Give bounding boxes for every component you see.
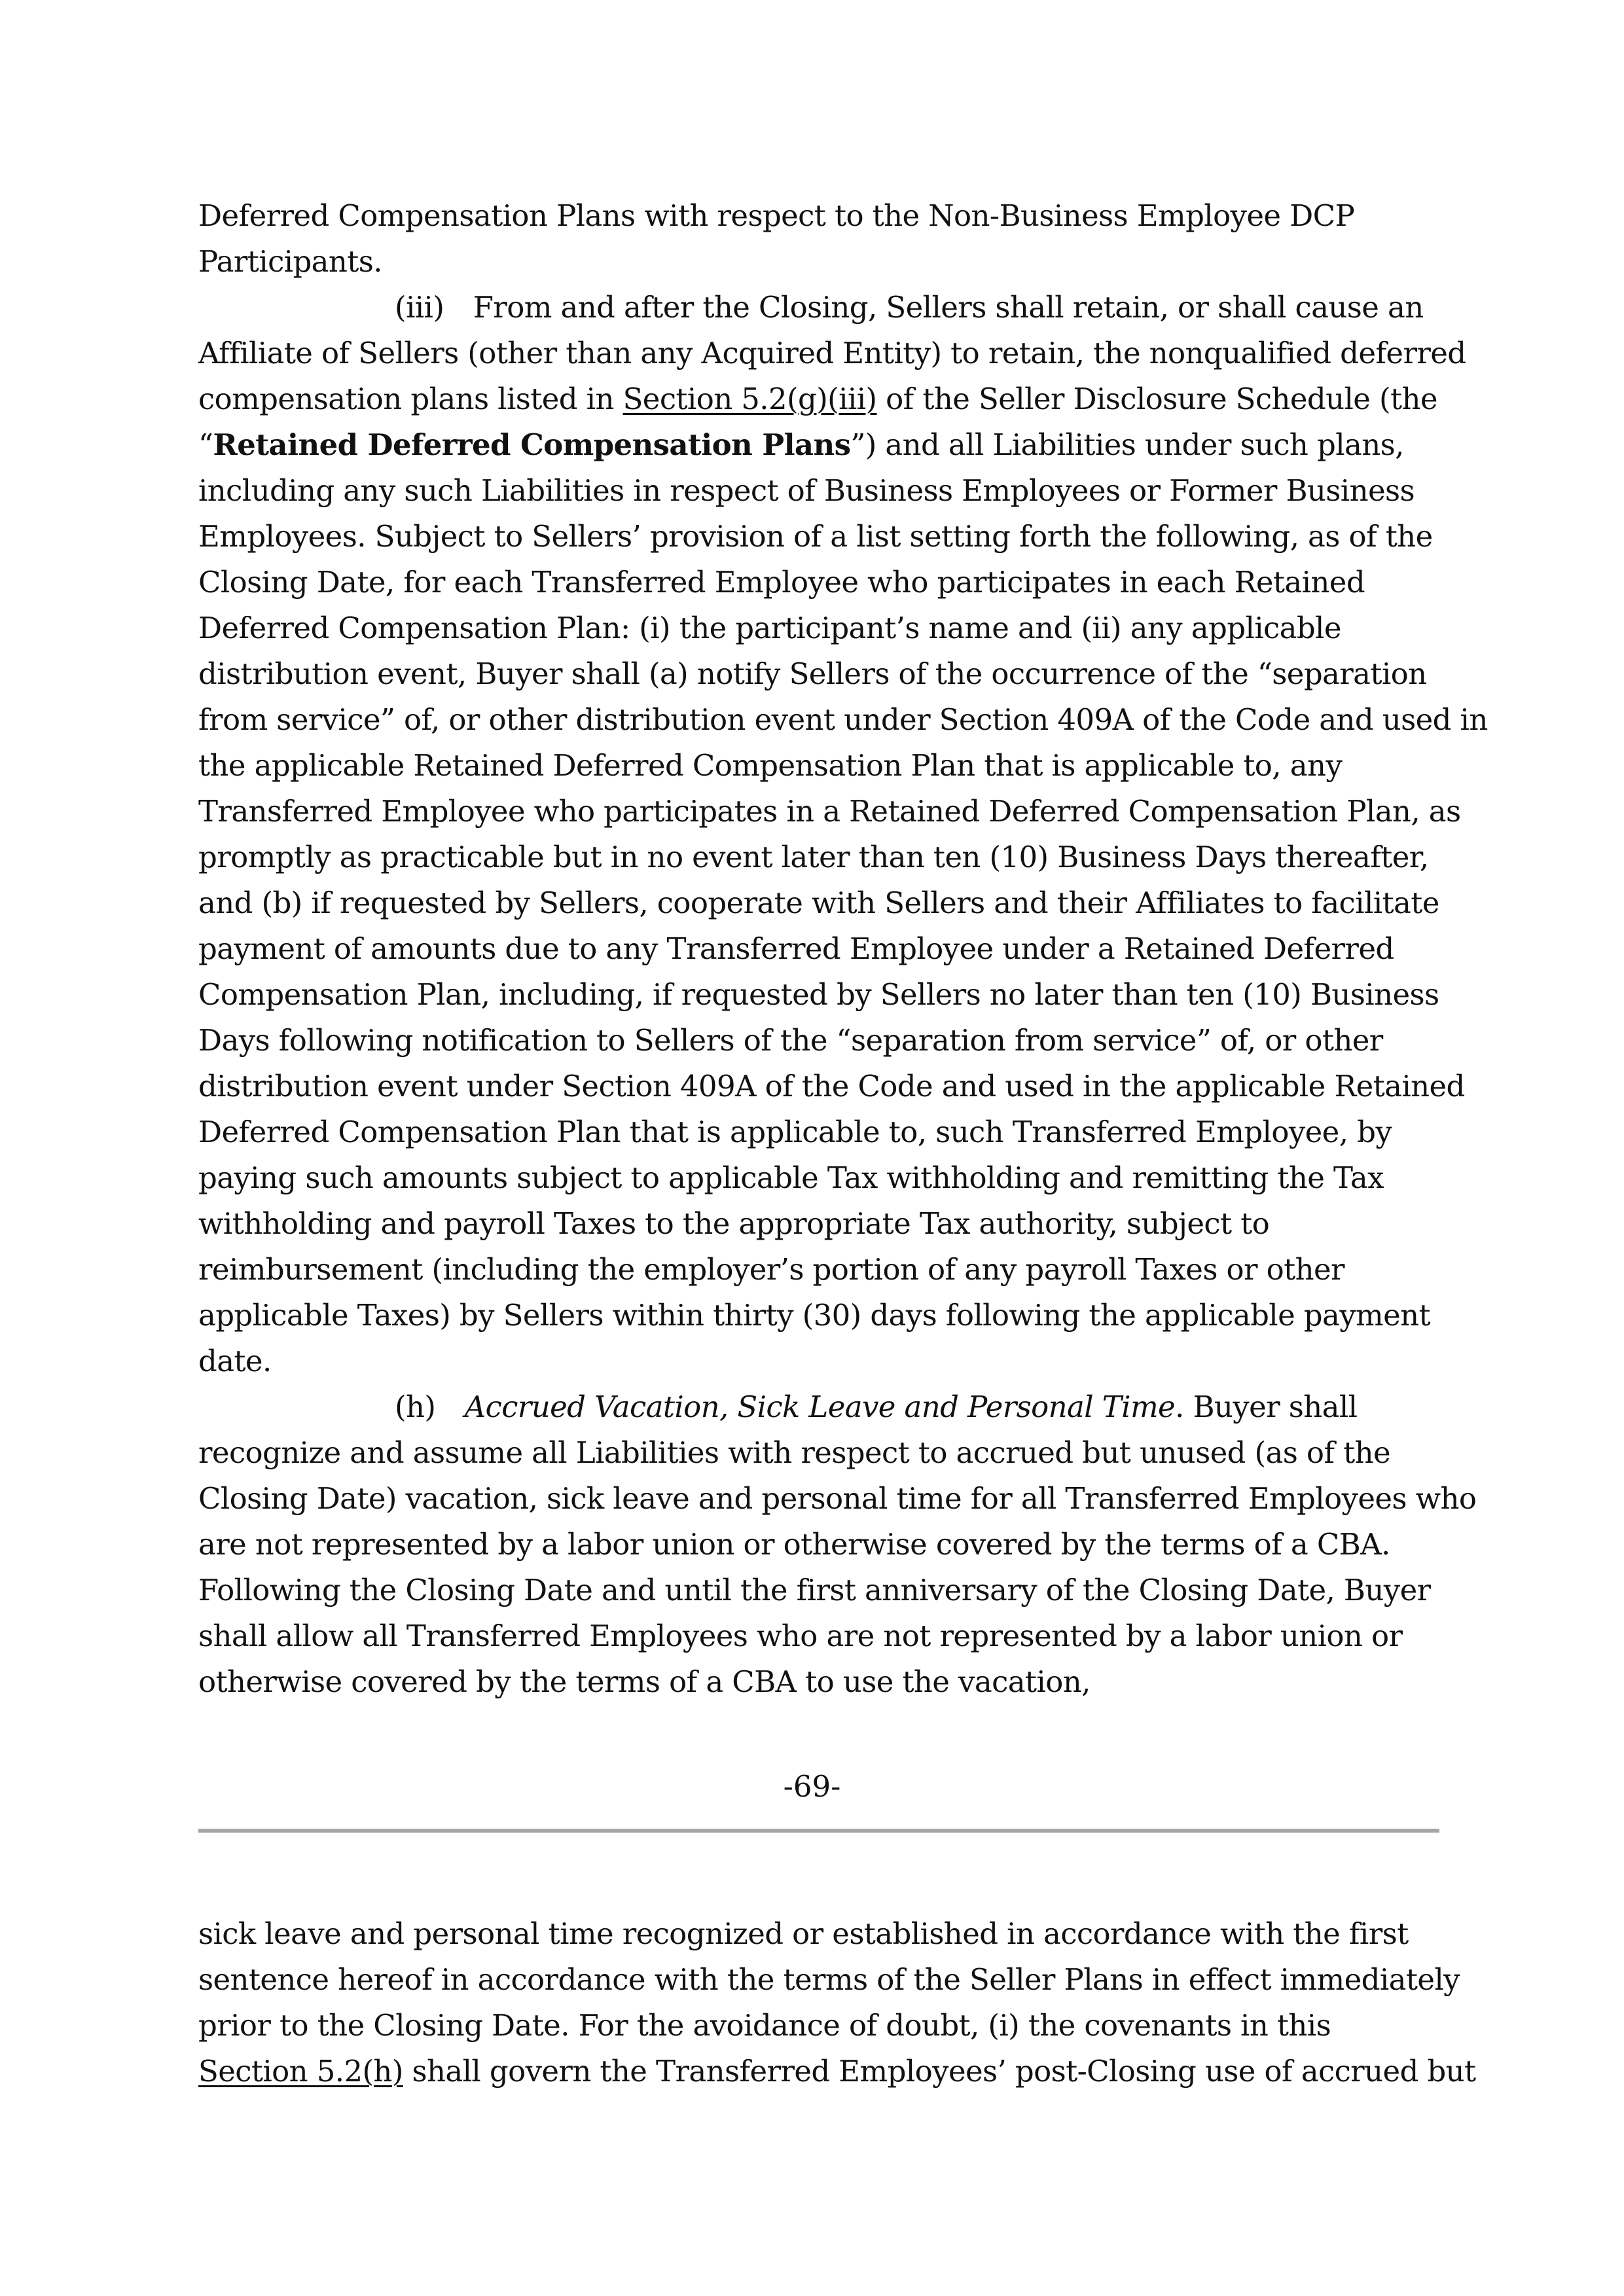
text-line: Participants. bbox=[198, 244, 382, 279]
text-line bbox=[198, 380, 1437, 419]
defined-term: Retained Deferred Compensation Plans bbox=[213, 427, 851, 462]
text-line: Compensation Plan, including, if requested by Sellers no later than ten (10) Business bbox=[198, 977, 1439, 1012]
section-heading: Accrued Vacation, Sick Leave and Personal Time bbox=[464, 1390, 1176, 1424]
text-run: (h) bbox=[395, 1390, 465, 1424]
text-line: Deferred Compensation Plans with respect to the Non-Business Employee DCP bbox=[198, 198, 1355, 233]
text-line: distribution event, Buyer shall (a) notify Sellers of the occurrence of the “separation bbox=[198, 656, 1427, 691]
text-line: Deferred Compensation Plan that is applicable to, such Transferred Employee, by bbox=[198, 1115, 1392, 1149]
text-run: . Buyer shall bbox=[1175, 1390, 1358, 1424]
text-line: Transferred Employee who participates in a Retained Deferred Compensation Plan, as bbox=[198, 794, 1461, 829]
text-line: withholding and payroll Taxes to the appropriate Tax authority, subject to bbox=[198, 1206, 1270, 1241]
text-line: distribution event under Section 409A of the Code and used in the applicable Retained bbox=[198, 1069, 1465, 1103]
text-line bbox=[198, 2052, 1475, 2091]
text-run: shall govern the Transferred Employees’ post-Closing use of accrued but bbox=[403, 2054, 1476, 2089]
section-reference-link[interactable]: Section 5.2(h) bbox=[198, 2054, 403, 2089]
text-line: payment of amounts due to any Transferred Employee under a Retained Deferred bbox=[198, 931, 1394, 966]
text-line: including any such Liabilities in respect of Business Employees or Former Business bbox=[198, 473, 1415, 508]
paragraph-iii-first-line: (iii) From and after the Closing, Sellers shall retain, or shall cause an bbox=[395, 290, 1424, 325]
text-line: the applicable Retained Deferred Compensation Plan that is applicable to, any bbox=[198, 748, 1343, 783]
text-line: Employees. Subject to Sellers’ provision of a list setting forth the following, as of the bbox=[198, 519, 1433, 554]
text-line: promptly as practicable but in no event later than ten (10) Business Days thereafter, bbox=[198, 840, 1429, 874]
text-line: Deferred Compensation Plan: (i) the participant’s name and (ii) any applicable bbox=[198, 611, 1341, 645]
text-line: shall allow all Transferred Employees who are not represented by a labor union or bbox=[198, 1619, 1403, 1653]
text-line: Affiliate of Sellers (other than any Acquired Entity) to retain, the nonqualified deferred bbox=[198, 336, 1466, 370]
text-run: of the Seller Disclosure Schedule (the bbox=[886, 382, 1437, 416]
text-run: compensation plans listed in bbox=[198, 382, 614, 416]
paragraph-h-first-line bbox=[395, 1388, 1357, 1427]
text-run: ”) and all Liabilities under such plans, bbox=[850, 427, 1404, 462]
text-line: reimbursement (including the employer’s portion of any payroll Taxes or other bbox=[198, 1252, 1344, 1287]
text-line: prior to the Closing Date. For the avoidance of doubt, (i) the covenants in this bbox=[198, 2008, 1331, 2043]
text-line: date. bbox=[198, 1344, 272, 1378]
text-line: applicable Taxes) by Sellers within thirty (30) days following the applicable payment bbox=[198, 1298, 1431, 1333]
text-line: Days following notification to Sellers of the “separation from service” of, or other bbox=[198, 1023, 1383, 1058]
text-line: Following the Closing Date and until the first anniversary of the Closing Date, Buyer bbox=[198, 1573, 1431, 1607]
text-line: Closing Date) vacation, sick leave and personal time for all Transferred Employees who bbox=[198, 1481, 1477, 1516]
section-reference-link[interactable]: Section 5.2(g)(iii) bbox=[623, 382, 877, 416]
text-line: are not represented by a labor union or otherwise covered by the terms of a CBA. bbox=[198, 1527, 1390, 1562]
text-line: paying such amounts subject to applicable Tax withholding and remitting the Tax bbox=[198, 1160, 1384, 1195]
text-line: and (b) if requested by Sellers, cooperate with Sellers and their Affiliates to facilitate bbox=[198, 886, 1439, 920]
text-line bbox=[198, 425, 1404, 465]
text-line: Closing Date, for each Transferred Employee who participates in each Retained bbox=[198, 565, 1365, 600]
page-divider bbox=[198, 1829, 1439, 1833]
text-line: sick leave and personal time recognized or established in accordance with the first bbox=[198, 1916, 1409, 1951]
text-line: recognize and assume all Liabilities with respect to accrued but unused (as of the bbox=[198, 1435, 1391, 1470]
page-number: -69- bbox=[783, 1769, 841, 1804]
text-line: from service” of, or other distribution event under Section 409A of the Code and used in bbox=[198, 702, 1488, 737]
text-line: sentence hereof in accordance with the terms of the Seller Plans in effect immediately bbox=[198, 1962, 1460, 1997]
open-quote: “ bbox=[198, 427, 213, 462]
text-line: otherwise covered by the terms of a CBA to use the vacation, bbox=[198, 1664, 1091, 1699]
